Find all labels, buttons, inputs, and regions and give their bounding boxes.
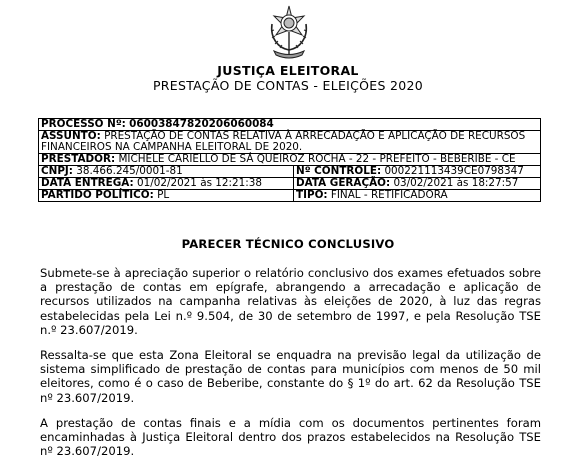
table-row — [39, 119, 541, 131]
data-entrega-label: DATA ENTREGA: — [41, 177, 134, 189]
data-geracao-label: DATA GERAÇÃO: — [296, 177, 391, 189]
data-geracao-cell — [294, 178, 541, 190]
controle-cell — [294, 166, 541, 178]
tipo-value: FINAL - RETIFICADORA — [330, 189, 448, 201]
paragraph-simplified-system: Ressalta-se que esta Zona Eleitoral se enquadra na previsão legal da utilização de sistema simplificado de prestação de contas para municípios com menos de 50 mil eleitores, como é o caso de Beberibe, constante do § 1º do art. 62 da Resolução TSE nº 23.607/2019. — [40, 348, 541, 405]
processo-label: PROCESSO Nº: — [41, 118, 126, 130]
table-row — [39, 178, 541, 190]
cnpj-value: 38.466.245/0001-81 — [76, 165, 183, 177]
section-heading: PARECER TÉCNICO CONCLUSIVO — [181, 237, 395, 251]
cnpj-label: CNPJ: — [41, 165, 73, 177]
assunto-label: ASSUNTO: — [41, 130, 101, 142]
table-row — [39, 166, 541, 178]
table-row — [39, 190, 541, 202]
tipo-label: TIPO: — [296, 189, 328, 201]
paragraph-submission: Submete-se à apreciação superior o relatório conclusivo dos exames efetuados sobre a prestação de contas em epígrafe, abrangendo a arrecadação e aplicação de recursos utilizados na campanha relativas às eleições de 2020, à luz das regras estabelecidas pela Lei n.º 9.504, de 30 de setembro de 1997, e pela Resolução TSE n.º 23.607/2019. — [40, 266, 541, 337]
partido-cell — [39, 190, 294, 202]
controle-value: 000221113439CE0798347 — [384, 165, 524, 177]
prestador-label: PRESTADOR: — [41, 153, 116, 165]
controle-label: Nº CONTROLE: — [296, 165, 382, 177]
process-info-table — [38, 118, 541, 202]
tipo-cell — [294, 190, 541, 202]
prestador-value: MICHELE CARIELLO DE SÁ QUEIROZ ROCHA - 22 - PREFEITO - BEBERIBE - CE — [118, 153, 516, 165]
org-title: JUSTIÇA ELEITORAL — [217, 63, 359, 78]
document-subtitle: PRESTAÇÃO DE CONTAS - ELEIÇÕES 2020 — [152, 78, 424, 93]
cnpj-cell — [39, 166, 294, 178]
data-entrega-cell — [39, 178, 294, 190]
processo-cell — [39, 119, 541, 131]
table-row — [39, 131, 541, 154]
data-geracao-value: 03/02/2021 às 18:27:57 — [393, 177, 519, 189]
partido-label: PARTIDO POLÍTICO: — [41, 189, 154, 201]
prestador-cell — [39, 154, 541, 166]
assunto-cell — [39, 131, 541, 154]
partido-value: PL — [157, 189, 170, 201]
table-row — [39, 154, 541, 166]
brazil-coat-of-arms-icon — [268, 4, 310, 60]
processo-value: 06003847820206060084 — [129, 118, 274, 130]
assunto-value: PRESTAÇÃO DE CONTAS RELATIVA À ARRECADAÇÃO E APLICAÇÃO DE RECURSOS FINANCEIROS NA CAMPANHA ELEITORAL DE 2020. — [41, 130, 526, 153]
data-entrega-value: 01/02/2021 às 12:21:38 — [137, 177, 262, 189]
paragraph-deadline: A prestação de contas finais e a mídia com os documentos pertinentes foram encaminhadas à Justiça Eleitoral dentro dos prazos estabelecidos na Resolução TSE nº 23.607/2019. — [40, 416, 541, 459]
